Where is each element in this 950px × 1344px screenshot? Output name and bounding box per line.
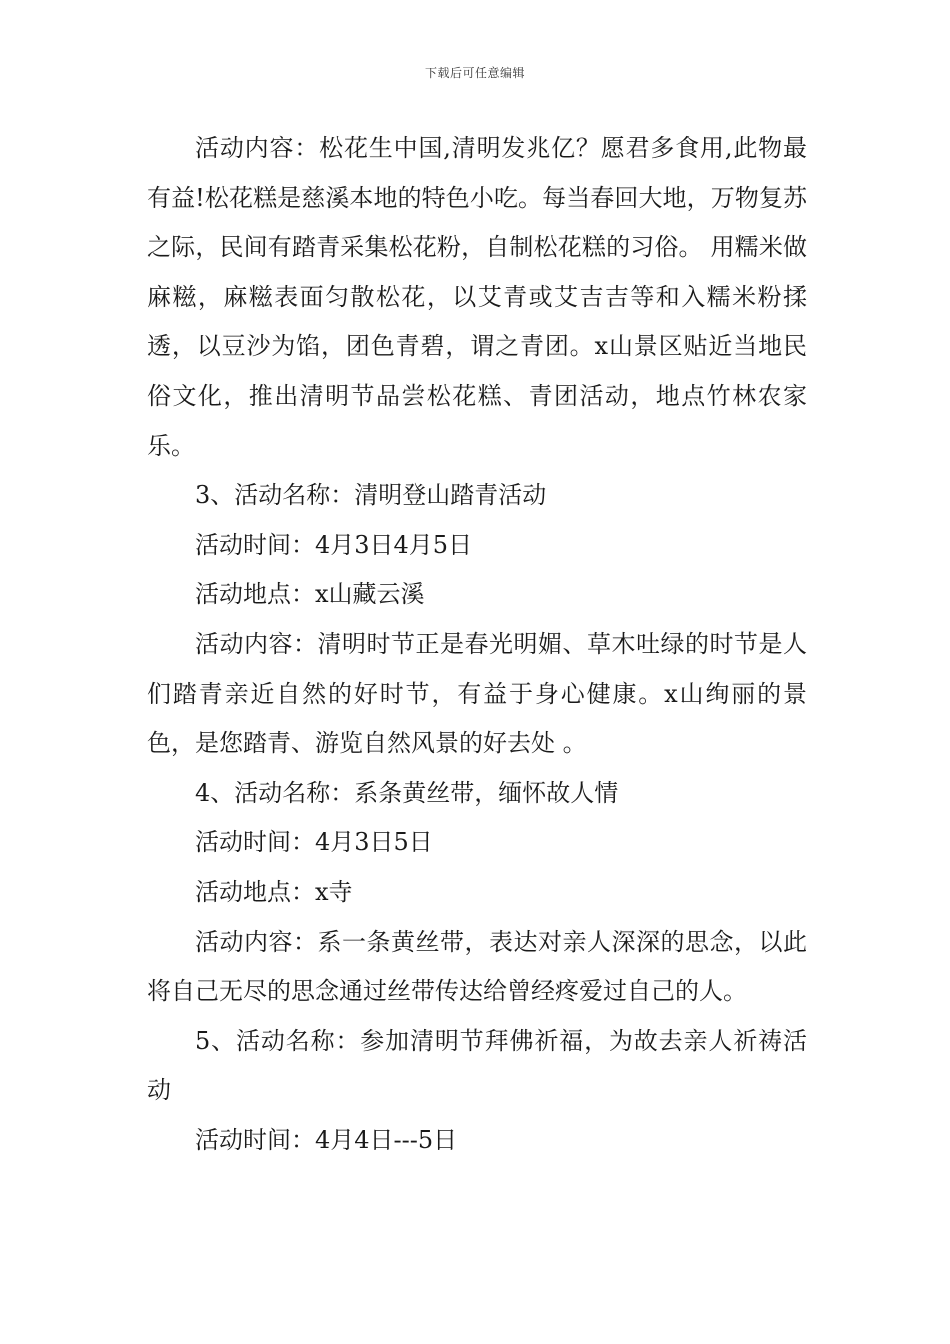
paragraph-activity-5-time: 活动时间：4月4日---5日 (195, 1125, 458, 1154)
paragraph-activity-3-name: 3、活动名称：清明登山踏青活动 (195, 481, 547, 510)
paragraph-activity-4-name: 4、活动名称：系条黄丝带，缅怀故人情 (195, 778, 619, 807)
paragraph-activity-4-content: 活动内容：系一条黄丝带，表达对亲人深深的思念，以此将自己无尽的思念通过丝带传达给曾经疼爱过自己的人。 (147, 927, 807, 1006)
paragraph-activity-3-location: 活动地点：x山藏云溪 (195, 580, 425, 609)
paragraph-activity-4-location: 活动地点：x寺 (195, 877, 353, 906)
page-header: 下载后可任意编辑 (424, 66, 525, 80)
paragraph-activity-5-name: 5、活动名称：参加清明节拜佛祈福，为故去亲人祈祷活动 (147, 1026, 807, 1105)
document-body (147, 124, 807, 1165)
paragraph-activity-3-content: 活动内容：清明时节正是春光明媚、草木吐绿的时节是人们踏青亲近自然的好时节，有益于身心健康。x山绚丽的景色，是您踏青、游览自然风景的好去处 。 (147, 629, 807, 758)
paragraph-activity-4-time: 活动时间：4月3日5日 (195, 828, 433, 857)
paragraph-activity-3-time: 活动时间：4月3日4月5日 (195, 530, 473, 559)
paragraph-activity-content-songhua: 活动内容：松花生中国,清明发兆亿？愿君多食用,此物最有益!松花糕是慈溪本地的特色小吃。每当春回大地，万物复苏之际，民间有踏青采集松花粉，自制松花糕的习俗。 用糯米做麻糍，麻糍表面匀散松花，以艾青或艾吉吉等和入糯米粉揉透，以豆沙为馅，团色青碧，谓之青团。x山景区贴近当地民俗文化，推出清明节品尝松花糕、青团活动，地点竹林农家乐。 (147, 134, 807, 460)
